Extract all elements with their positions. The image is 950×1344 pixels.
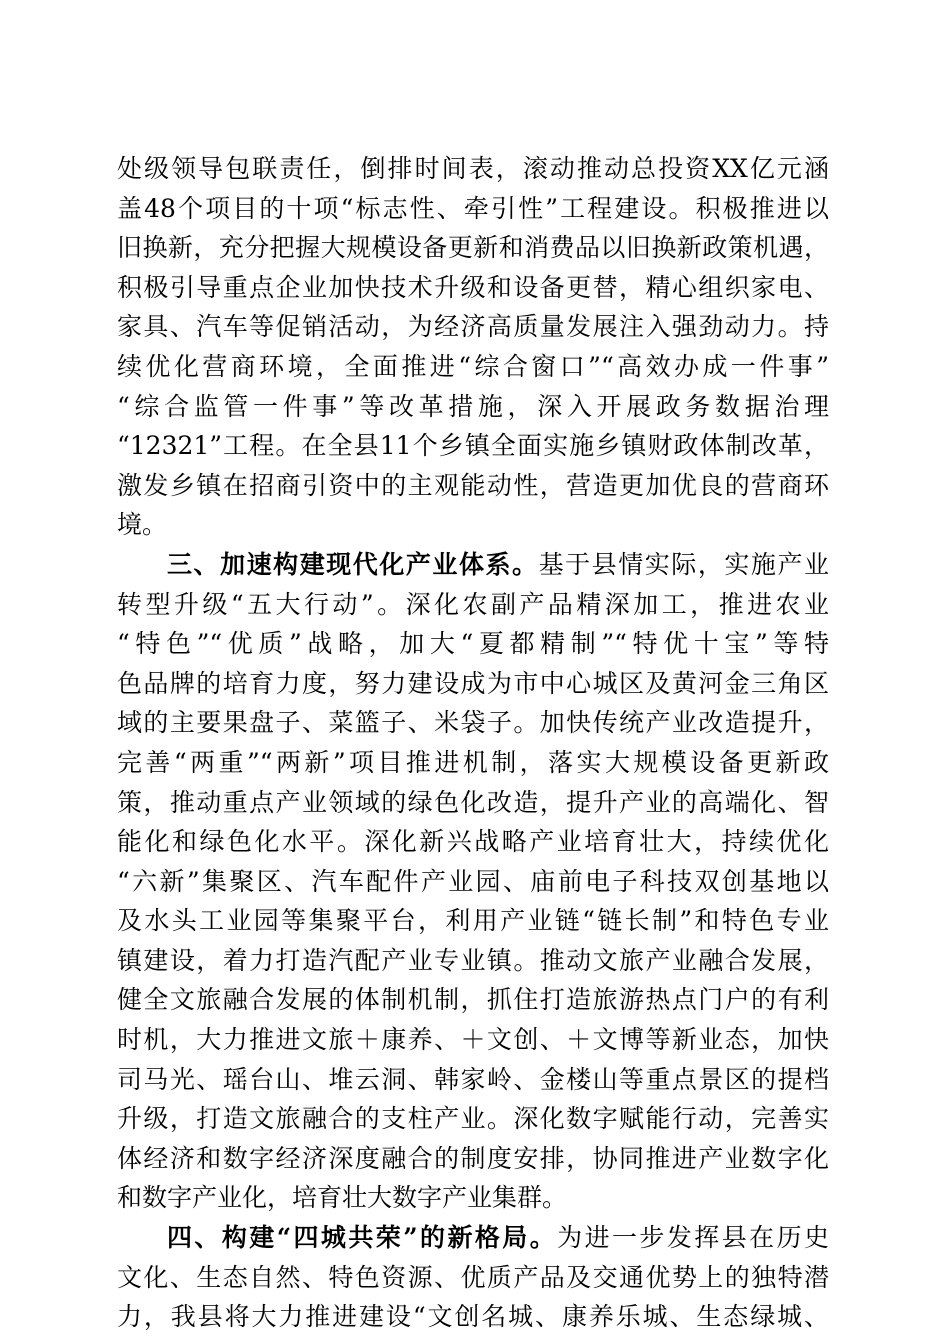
text-line: 文化、生态自然、特色资源、优质产品及交通优势上的独特潜 [117,1262,829,1292]
text-line: 处级领导包联责任，倒排时间表，滚动推动总投资XX亿元涵 [117,154,829,183]
document-page [117,149,829,1337]
text-line: 力，我县将大力推进建设“文创名城、康养乐城、生态绿城、 [117,1302,829,1332]
text-line: 及水头工业园等集聚平台，利用产业链“链长制”和特色专业 [117,906,829,936]
text-line: “12321”工程。在全县11个乡镇全面实施乡镇财政体制改革， [117,431,829,461]
section-3-first-line [117,545,829,585]
text-line: 盖48个项目的十项“标志性、牵引性”工程建设。积极推进以 [117,193,829,223]
text-line: 完善“两重”“两新”项目推进机制，落实大规模设备更新政 [117,747,829,777]
text-line: 体经济和数字经济深度融合的制度安排，协同推进产业数字化 [117,1143,829,1173]
section-4-first-line-text: 为进一步发挥县在历史 [557,1223,829,1253]
text-line: 健全文旅融合发展的体制机制，抓住打造旅游热点门户的有利 [117,985,829,1015]
text-line: “综合监管一件事”等改革措施，深入开展政务数据治理 [117,391,829,421]
section-3-heading: 三、加速构建现代化产业体系。 [167,549,539,579]
text-line: 家具、汽车等促销活动，为经济高质量发展注入强劲动力。持 [117,312,829,342]
text-line: 升级，打造文旅融合的支柱产业。深化数字赋能行动，完善实 [117,1104,829,1134]
text-line: 续优化营商环境，全面推进“综合窗口”“高效办成一件事” [117,351,829,381]
text-line: 激发乡镇在招商引资中的主观能动性，营造更加优良的营商环 [117,470,829,500]
section-4-heading: 四、构建“四城共荣”的新格局。 [167,1223,558,1253]
section-4-paragraph [117,1218,829,1337]
section-3-first-line-text: 基于县情实际，实施产业 [538,549,829,579]
text-line: 积极引导重点企业加快技术升级和设备更替，精心组织家电、 [117,272,829,302]
text-line: 策，推动重点产业领域的绿色化改造，提升产业的高端化、智 [117,787,829,817]
text-line: 转型升级“五大行动”。深化农副产品精深加工，推进农业 [117,589,829,619]
text-line: 和数字产业化，培育壮大数字产业集群。 [117,1183,568,1213]
text-line: 镇建设，着力打造汽配产业专业镇。推动文旅产业融合发展， [117,945,829,975]
section-3-paragraph [117,545,829,1218]
section-4-first-line [117,1218,829,1258]
text-line: 境。 [117,510,168,540]
text-line: 司马光、瑶台山、堆云洞、韩家岭、金楼山等重点景区的提档 [117,1064,829,1094]
text-line: 能化和绿色化水平。深化新兴战略产业培育壮大，持续优化 [117,827,829,857]
text-line: 色品牌的培育力度，努力建设成为市中心城区及黄河金三角区 [117,668,829,698]
text-line: 旧换新，充分把握大规模设备更新和消费品以旧换新政策机遇， [117,233,829,263]
text-line: 时机，大力推进文旅＋康养、＋文创、＋文博等新业态，加快 [117,1025,829,1055]
paragraph-1 [117,149,829,545]
text-line: “六新”集聚区、汽车配件产业园、庙前电子科技双创基地以 [117,866,829,896]
text-line: 域的主要果盘子、菜篮子、米袋子。加快传统产业改造提升， [117,708,829,738]
text-line: “特色”“优质”战略，加大“夏都精制”“特优十宝”等特 [117,629,829,659]
